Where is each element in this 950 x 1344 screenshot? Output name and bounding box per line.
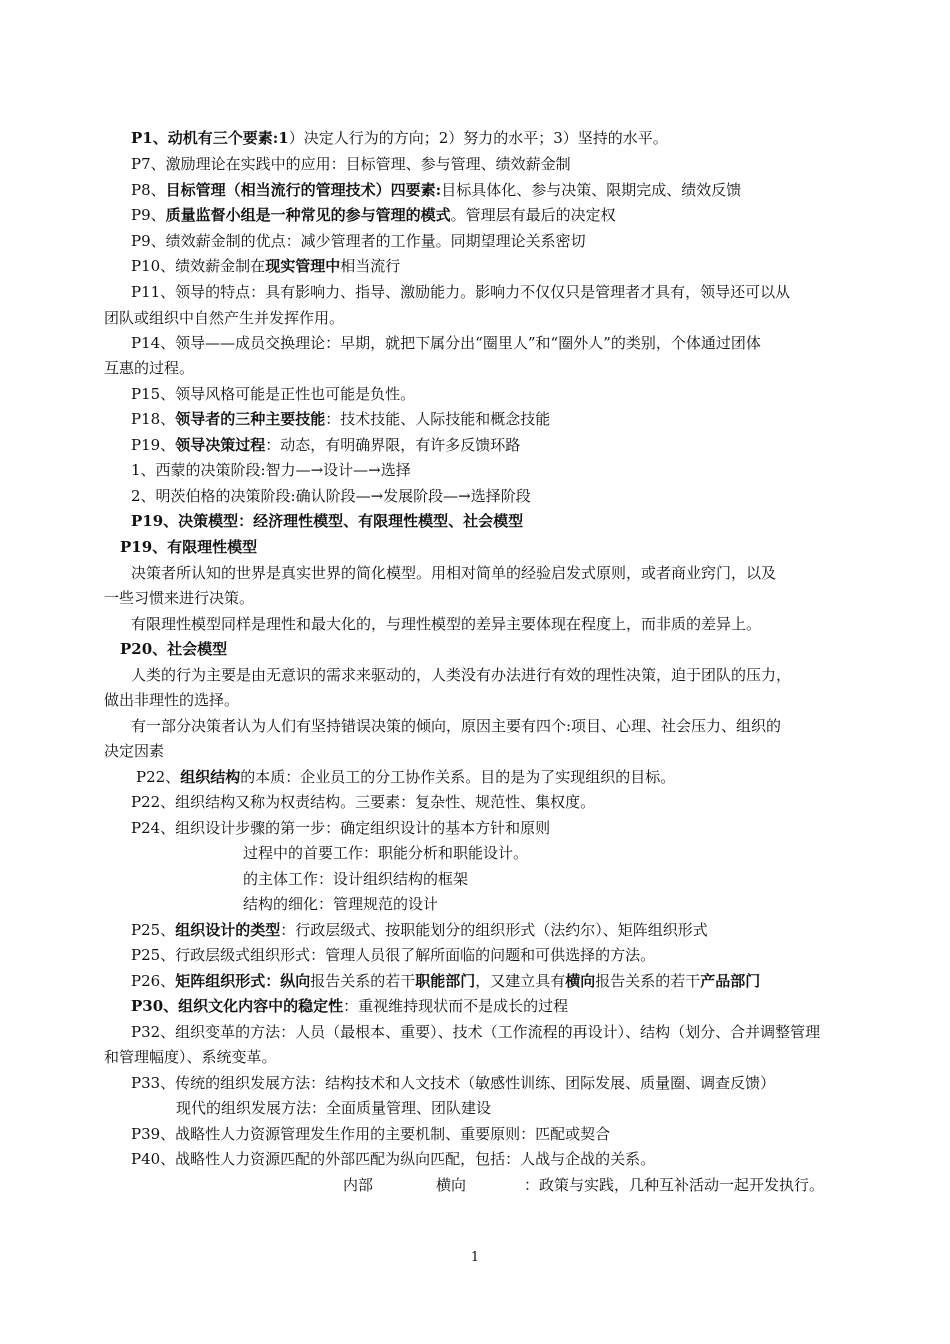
line-p19-models: P19、决策模型：经济理性模型、有限理性模型、社会模型	[131, 512, 524, 530]
line-p22-structure: P22、组织结构又称为权责结构。三要素：复杂性、规范性、集权度。	[131, 793, 596, 811]
line-social-1-cont: 做出非理性的选择。	[104, 691, 240, 709]
page-number: 1	[470, 1250, 480, 1265]
line-p40-internal: 内部	[343, 1176, 374, 1194]
line-p14-cont: 互惠的过程。	[104, 359, 195, 377]
line-p32: P32、组织变革的方法：人员（最根本、重要）、技术（工作流程的再设计）、结构（划分、合并调整管理	[131, 1023, 821, 1041]
line-p40-policy: ：政策与实践，几种互补活动一起开发执行。	[524, 1176, 825, 1194]
line-p11: P11、领导的特点：具有影响力、指导、激励能力。影响力不仅仅只是管理者才具有，领导还可以从	[131, 283, 791, 301]
line-bounded-1-cont: 一些习惯来进行决策。	[104, 589, 255, 607]
line-p33-modern: 现代的组织发展方法：全面质量管理、团队建设	[176, 1099, 492, 1117]
line-p24-sub1: 过程中的首要工作：职能分析和职能设计。	[243, 844, 529, 862]
line-p14: P14、领导——成员交换理论：早期，就把下属分出“圈里人”和“圈外人”的类别，个体通过团体	[131, 334, 761, 352]
line-bounded-2: 有限理性模型同样是理性和最大化的，与理性模型的差异主要体现在程度上，而非质的差异上。	[131, 615, 762, 633]
line-simon: 1、西蒙的决策阶段:智力—→设计—→选择	[131, 461, 411, 479]
line-p11-cont: 团队或组织中自然产生并发挥作用。	[104, 309, 345, 327]
line-p1: P1、动机有三个要素:1）决定人行为的方向；2）努力的水平；3）坚持的水平。	[131, 129, 668, 147]
line-p40-horizontal: 横向	[436, 1176, 467, 1194]
line-social-2: 有一部分决策者认为人们有坚持错误决策的倾向，原因主要有四个:项目、心理、社会压力、组织的	[131, 717, 782, 735]
line-p30: P30、组织文化内容中的稳定性：重视维持现状而不是成长的过程	[131, 997, 569, 1015]
line-p8: P8、目标管理（相当流行的管理技术）四要素:目标具体化、参与决策、限期完成、绩效反馈	[131, 181, 742, 199]
line-p15: P15、领导风格可能是正性也可能是负性。	[131, 385, 416, 403]
line-p24-sub3: 结构的细化：管理规范的设计	[243, 895, 439, 913]
line-bounded-1: 决策者所认知的世界是真实世界的简化模型。用相对简单的经验启发式原则，或者商业窍门，以及	[131, 564, 777, 582]
line-p22-essence: P22、组织结构的本质：企业员工的分工协作关系。目的是为了实现组织的目标。	[136, 768, 676, 786]
line-p25-hierarchy: P25、行政层级式组织形式：管理人员很了解所面临的问题和可供选择的方法。	[131, 946, 656, 964]
heading-social-model: P20、社会模型	[120, 640, 228, 658]
line-p25-types: P25、组织设计的类型：行政层级式、按职能划分的组织形式（法约尔）、矩阵组织形式	[131, 921, 708, 939]
line-p26: P26、矩阵组织形式：纵向报告关系的若干职能部门，又建立具有横向报告关系的若干产品部门	[131, 972, 761, 990]
line-p24: P24、组织设计步骤的第一步：确定组织设计的基本方针和原则	[131, 819, 551, 837]
line-p32-cont: 和管理幅度）、系统变革。	[104, 1048, 277, 1066]
line-p9-pay: P9、绩效薪金制的优点：减少管理者的工作量。同期望理论关系密切	[131, 232, 586, 250]
line-p7: P7、激励理论在实践中的应用：目标管理、参与管理、绩效薪金制	[131, 155, 571, 173]
line-mintzberg: 2、明茨伯格的决策阶段:确认阶段—→发展阶段—→选择阶段	[131, 487, 531, 505]
line-p39: P39、战略性人力资源管理发生作用的主要机制、重要原则：匹配或契合	[131, 1125, 611, 1143]
line-p24-sub2: 的主体工作：设计组织结构的框架	[243, 870, 469, 888]
line-social-1: 人类的行为主要是由无意识的需求来驱动的，人类没有办法进行有效的理性决策，迫于团队的压力，	[131, 666, 792, 684]
line-p33: P33、传统的组织发展方法：结构技术和人文技术（敏感性训练、团际发展、质量圈、调查反馈）	[131, 1074, 776, 1092]
line-p40: P40、战略性人力资源匹配的外部匹配为纵向匹配，包括：人战与企战的关系。	[131, 1150, 656, 1168]
line-p9-quality: P9、质量监督小组是一种常见的参与管理的模式。管理层有最后的决定权	[131, 206, 616, 224]
heading-bounded-rationality: P19、有限理性模型	[120, 538, 258, 556]
line-p18: P18、领导者的三种主要技能：技术技能、人际技能和概念技能	[131, 410, 551, 428]
line-p10: P10、绩效薪金制在现实管理中相当流行	[131, 257, 401, 275]
line-p19-process: P19、领导决策过程：动态，有明确界限，有许多反馈环路	[131, 436, 521, 454]
line-social-2-cont: 决定因素	[104, 742, 165, 760]
